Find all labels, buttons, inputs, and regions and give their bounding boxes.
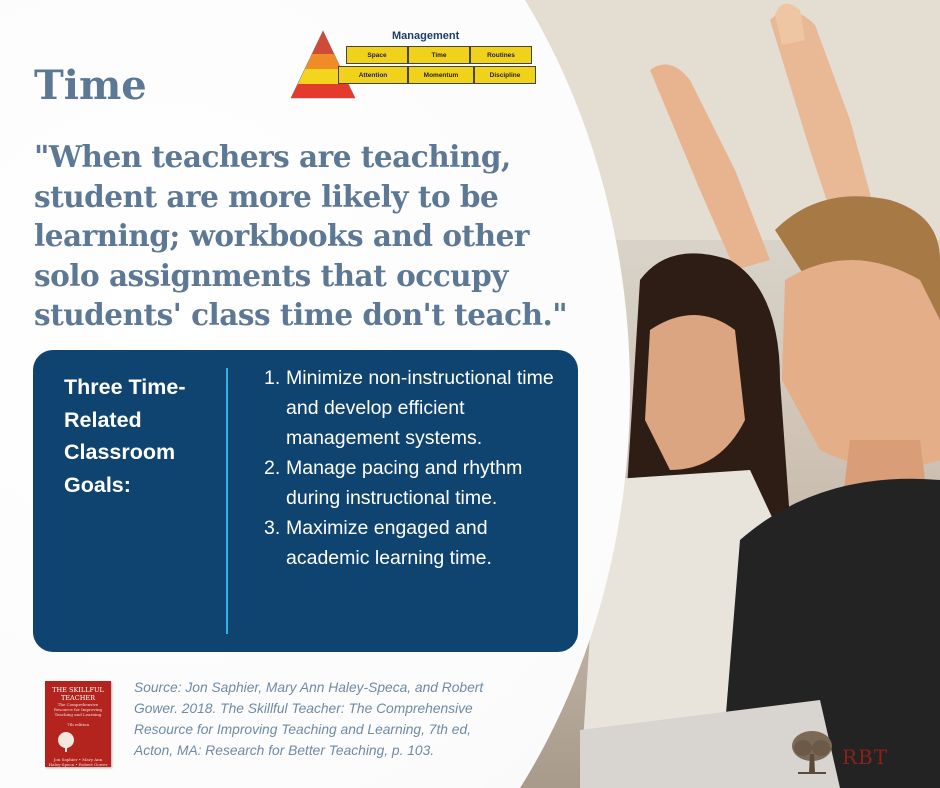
diagram-title: Management bbox=[392, 30, 460, 42]
goal-number: 1. bbox=[264, 367, 281, 389]
goal-number: 3. bbox=[264, 517, 281, 539]
goal-text: Maximize engaged and academic learning time. bbox=[286, 517, 492, 569]
book-edition: 7th edition bbox=[66, 722, 90, 727]
book-authors: Jon Saphier • Mary Ann Haley-Speca • Robert Gower bbox=[48, 757, 108, 767]
pyramid-icon bbox=[288, 28, 358, 100]
goal-text: Minimize non-instructional time and develop efficient management systems. bbox=[286, 367, 554, 449]
diagram-cell-space: Space bbox=[346, 46, 408, 64]
goals-box bbox=[33, 350, 578, 652]
rbt-logo-text: RBT bbox=[842, 745, 889, 769]
book-subtitle: The Comprehensive Resource for Improving Teaching and Learning bbox=[53, 702, 103, 717]
quote-text: "When teachers are teaching, student are more likely to be learning; workbooks and other solo assignments that occupy students' class time don't teach." bbox=[34, 139, 568, 332]
tree-logo-icon bbox=[788, 728, 836, 776]
book-title: THE SKILLFUL TEACHER bbox=[52, 686, 104, 702]
goal-item bbox=[262, 513, 562, 573]
book-tree-icon bbox=[53, 731, 79, 753]
management-diagram bbox=[288, 28, 540, 100]
diagram-cell-attention: Attention bbox=[338, 66, 408, 84]
goal-item bbox=[262, 453, 562, 513]
goals-list bbox=[262, 363, 562, 573]
goal-text: Manage pacing and rhythm during instructional time. bbox=[286, 457, 523, 509]
source-citation: Source: Jon Saphier, Mary Ann Haley-Speca, and Robert Gower. 2018. The Skillful Teacher: The Comprehensive Resource for Improving Teaching and Learning, 7th ed, Acton, MA: Research for Better Teaching, p. 103. bbox=[134, 680, 484, 758]
goals-divider bbox=[226, 368, 228, 634]
book-cover bbox=[45, 681, 111, 767]
diagram-cell-routines: Routines bbox=[470, 46, 532, 64]
goals-label: Three Time-Related Classroom Goals: bbox=[64, 375, 186, 497]
page-title: Time bbox=[34, 62, 147, 109]
diagram-cell-momentum: Momentum bbox=[408, 66, 474, 84]
goal-number: 2. bbox=[264, 457, 281, 479]
goal-item bbox=[262, 363, 562, 453]
diagram-cell-discipline: Discipline bbox=[474, 66, 536, 84]
diagram-cell-time: Time bbox=[408, 46, 470, 64]
rbt-logo bbox=[788, 728, 908, 778]
